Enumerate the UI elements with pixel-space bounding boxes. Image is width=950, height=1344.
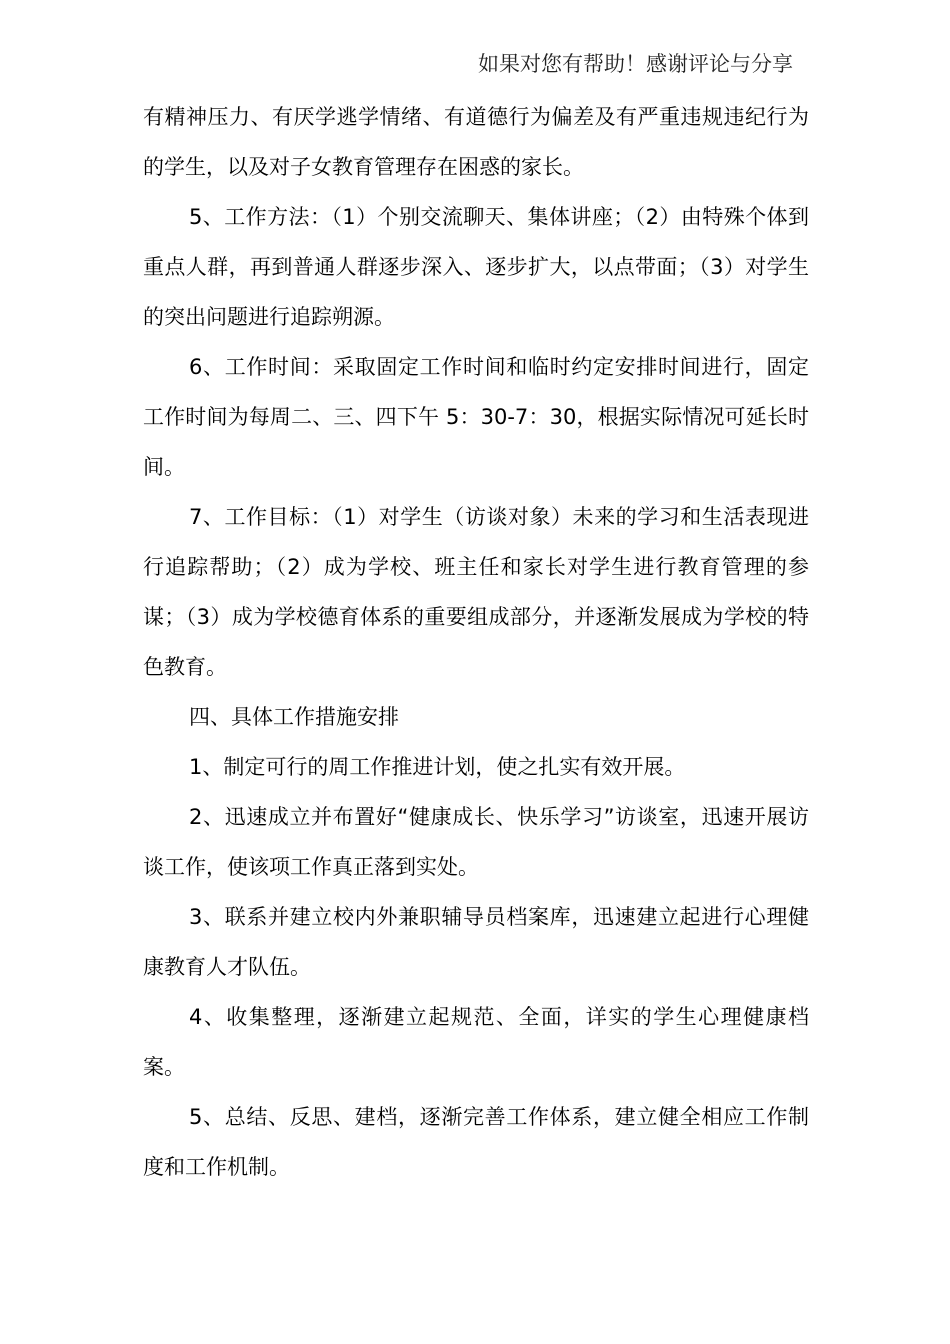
paragraph-10: 5、总结、反思、建档，逐渐完善工作体系，建立健全相应工作制度和工作机制。	[143, 1105, 809, 1179]
paragraph-6: 1、制定可行的周工作推进计划，使之扎实有效开展。	[189, 755, 686, 779]
paragraph-9: 4、收集整理，逐渐建立起规范、全面，详实的学生心理健康档案。	[143, 1005, 809, 1079]
paragraph-7: 2、迅速成立并布置好“健康成长、快乐学习”访谈室，迅速开展访谈工作，使该项工作真正落到实处。	[143, 805, 809, 879]
paragraph-1: 有精神压力、有厌学逃学情绪、有道德行为偏差及有严重违规违纪行为的学生，以及对子女教育管理存在困惑的家长。	[143, 105, 809, 179]
header-note: 如果对您有帮助！感谢评论与分享	[478, 52, 793, 76]
paragraph-8: 3、联系并建立校内外兼职辅导员档案库，迅速建立起进行心理健康教育人才队伍。	[143, 905, 809, 979]
paragraph-2: 5、工作方法：（1）个别交流聊天、集体讲座；（2）由特殊个体到重点人群，再到普通人群逐步深入、逐步扩大，以点带面；（3）对学生的突出问题进行追踪朔源。	[143, 205, 809, 329]
section-heading: 四、具体工作措施安排	[189, 705, 399, 729]
paragraph-4: 7、工作目标：（1）对学生（访谈对象）未来的学习和生活表现进行追踪帮助；（2）成为学校、班主任和家长对学生进行教育管理的参谋；（3）成为学校德育体系的重要组成部分，并逐渐发展成为学校的特色教育。	[143, 505, 809, 679]
paragraph-3: 6、工作时间：采取固定工作时间和临时约定安排时间进行，固定工作时间为每周二、三、四下午 5：30-7：30，根据实际情况可延长时间。	[143, 355, 809, 479]
document-body	[143, 92, 809, 1192]
